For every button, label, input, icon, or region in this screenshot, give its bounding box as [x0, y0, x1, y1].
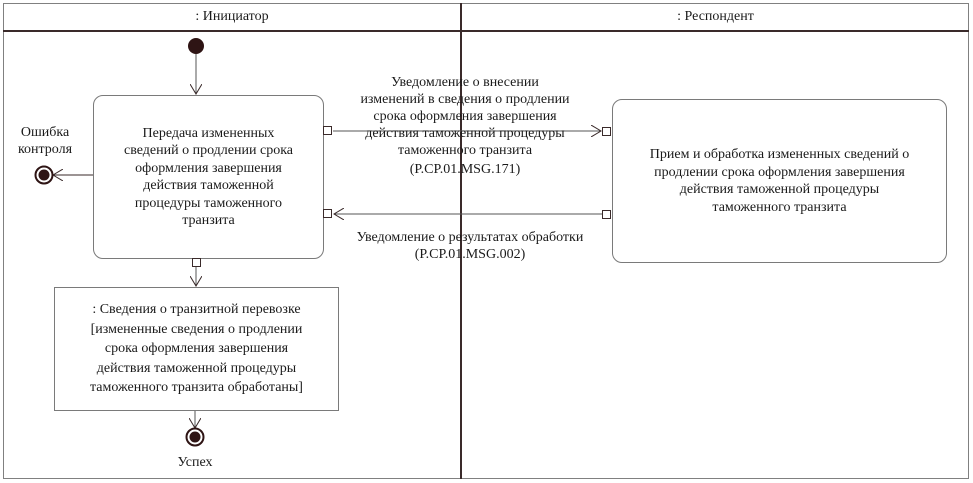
text-line: транзита — [182, 213, 235, 228]
action-send-text — [124, 125, 293, 230]
text-line: срока оформления завершения — [373, 109, 557, 124]
input-pin-002 — [323, 209, 332, 218]
text-line: (P.CP.01.MSG.171) — [409, 162, 521, 177]
text-line: контроля — [17, 142, 73, 157]
action-receive-text — [650, 146, 909, 216]
text-line: Уведомление о результатах обработки — [356, 230, 584, 245]
text-line: процедуры таможенного — [134, 195, 283, 211]
error-final-label — [14, 124, 76, 158]
text-line: : Сведения о транзитной перевозке — [92, 302, 301, 318]
lane-title-initiator: : Инициатор — [195, 8, 269, 24]
text-line: действия таможенной процедуры — [679, 182, 880, 197]
text-line: таможенного транзита — [712, 199, 847, 215]
action-receive-process — [612, 99, 947, 263]
text-line: оформления завершения — [135, 160, 282, 176]
text-line: (P.CP.01.MSG.002) — [414, 247, 526, 262]
text-line: Передача измененных — [142, 125, 275, 141]
text-line: действия таможенной — [143, 178, 274, 193]
text-line: изменений в сведения о продлении — [360, 92, 570, 107]
text-line: действия таможенной процедуры — [96, 360, 297, 376]
text-line: таможенного транзита — [397, 143, 533, 158]
text-line: срока оформления завершения — [104, 341, 289, 357]
message-label-002 — [325, 229, 615, 263]
output-pin-002 — [602, 210, 611, 219]
input-pin-171 — [602, 127, 611, 136]
action-send-changes — [93, 95, 324, 259]
text-line: таможенного транзита обработаны] — [90, 380, 303, 396]
error-final-node-icon — [36, 167, 53, 184]
initial-node-icon — [188, 38, 204, 54]
text-line: Уведомление о внесении — [391, 75, 539, 90]
lane-title-respondent: : Респондент — [677, 8, 754, 24]
output-pin-object — [192, 258, 201, 267]
text-line: продлении срока оформления завершения — [654, 164, 905, 180]
text-line: Ошибка — [20, 125, 70, 140]
text-line: [измененные сведения о продлении — [90, 321, 303, 337]
text-line: сведений о продлении срока — [124, 143, 293, 158]
text-line: действия таможенной процедуры — [365, 126, 565, 141]
message-label-171 — [330, 74, 600, 178]
success-final-node-icon — [187, 429, 204, 446]
text-line: Прием и обработка измененных сведений о — [649, 147, 910, 162]
object-node-text — [90, 300, 303, 398]
success-final-label: Успех — [177, 455, 213, 470]
object-node-transit-info — [54, 287, 339, 411]
